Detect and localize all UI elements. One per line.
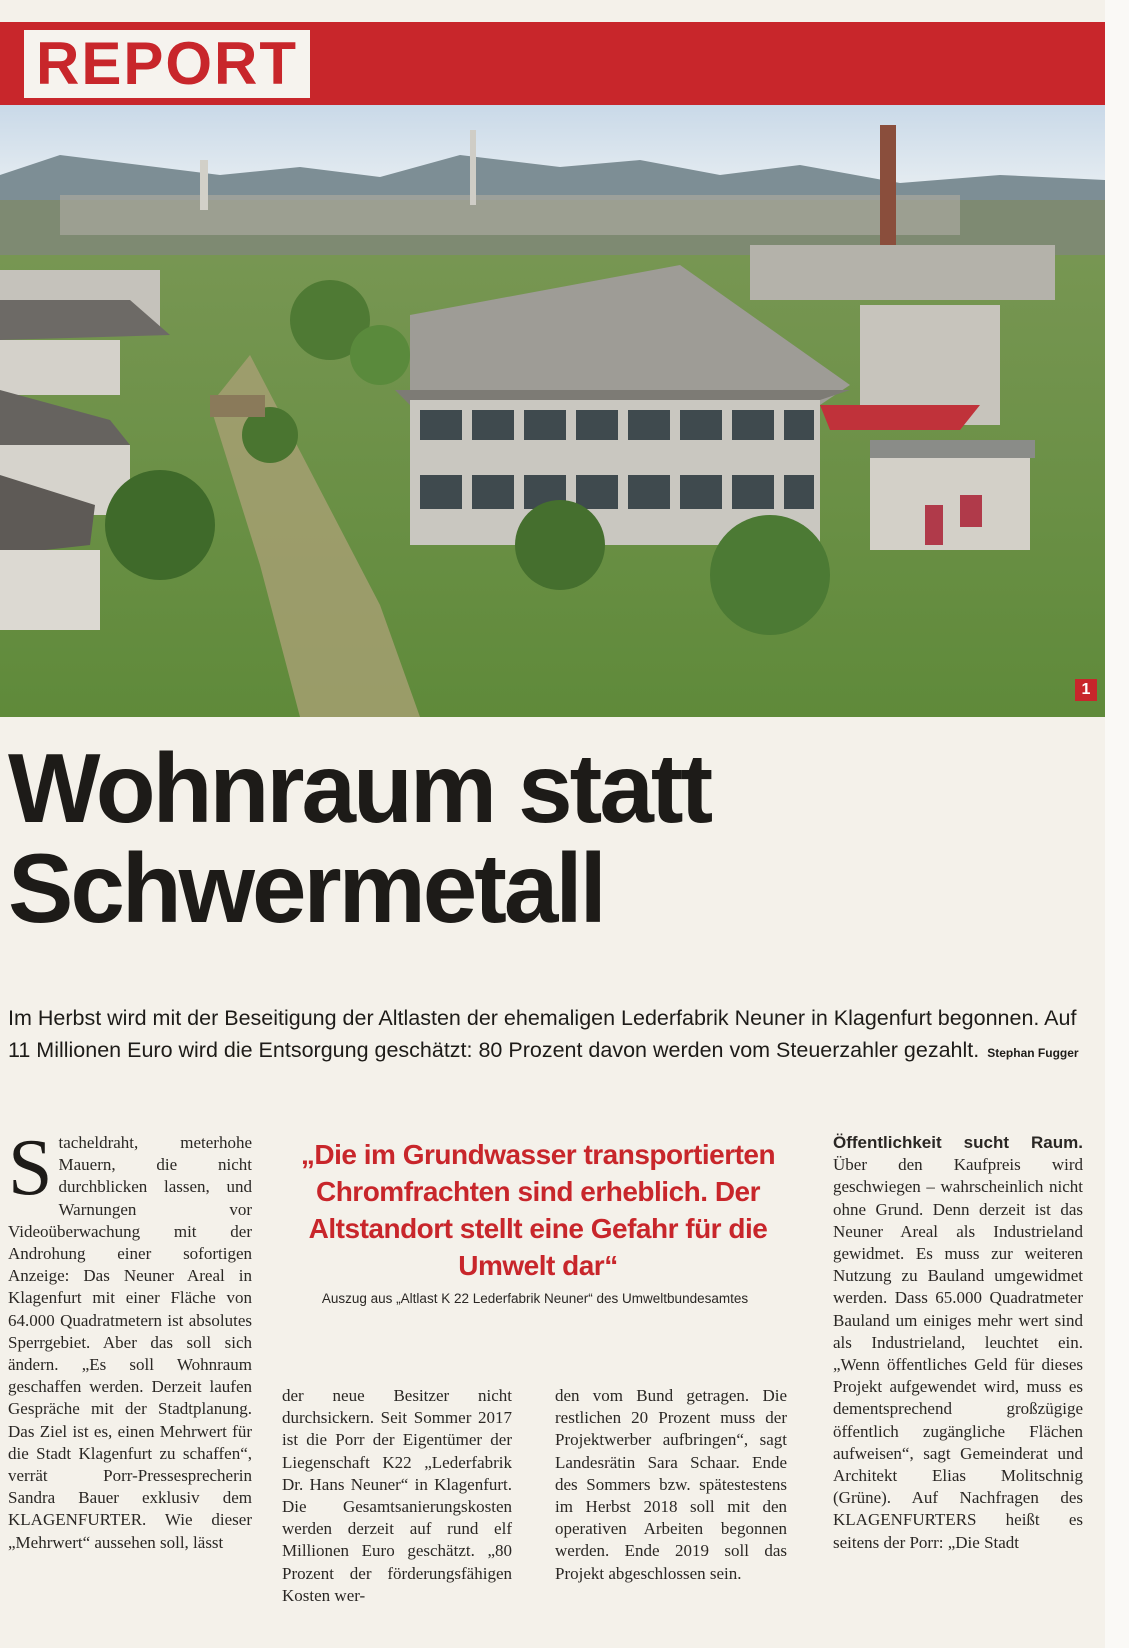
pull-quote: „Die im Grundwasser transportierten Chromfrachten sind erheblich. Der Altstandort stellt eine Gefahr für die Umwelt dar“ xyxy=(300,1139,776,1281)
article-lead xyxy=(8,1002,1098,1069)
factory-aerial-photo xyxy=(0,105,1105,717)
column-subhead: Öffentlichkeit sucht Raum. xyxy=(833,1133,1083,1152)
drop-cap: S xyxy=(8,1124,53,1212)
headline-line-2: Schwermetall xyxy=(8,833,604,943)
lead-text: Im Herbst wird mit der Beseitigung der Altlasten der ehemaligen Lederfabrik Neuner in Klagenfurt begonnen. Auf 11 Millionen Euro wird die Entsorgung geschätzt: 80 Prozent davon werden vom Steuerzahler gezahlt. xyxy=(8,1006,1077,1062)
author-byline: Stephan Fugger xyxy=(987,1046,1079,1060)
report-banner xyxy=(0,22,1105,105)
pull-quote-source: Auszug aus „Altlast K 22 Lederfabrik Neuner“ des Umweltbundesamtes xyxy=(321,1291,749,1306)
column-4-text: Über den Kaufpreis wird geschwiegen – wahrscheinlich nicht ohne Grund. Denn derzeit ist das Neuner Areal als Industrieland gewidmet. Es muss zur weiteren Nutzung zu Bauland umgewidmet werden. Dass 65.000 Quadratmeter Bauland um einiges mehr wert sind als Industrieland, leuchtet ein. „Wenn öffentliches Geld für dieses Projekt aufgewendet wird, muss es dementsprechend großzügige öffentlich zugängliche Flächen aufweisen“, sagt Gemeinderat und Architekt Elias Molitschnig (Grüne). Auf Nachfragen des KLAGENFURTERS heißt es seitens der Porr: „Die Stadt xyxy=(833,1155,1083,1552)
article-headline xyxy=(8,733,1098,943)
photo-illustration xyxy=(0,105,1105,717)
page-edge xyxy=(1105,0,1129,1648)
article-column-2 xyxy=(282,1385,512,1607)
headline-line-1: Wohnraum statt xyxy=(8,733,711,843)
photo-number-badge: 1 xyxy=(1075,679,1097,701)
column-2-text: der neue Besitzer nicht durchsickern. Seit Sommer 2017 ist die Porr der Eigentümer der Liegenschaft K22 „Lederfabrik Dr. Hans Neuner“ in Klagenfurt. Die Gesamtsanierungskosten werden derzeit auf rund elf Millionen Euro geschätzt. „80 Prozent der förderungsfähigen Kosten wer- xyxy=(282,1386,512,1605)
section-label: REPORT xyxy=(24,30,310,98)
article-column-1 xyxy=(8,1124,252,1554)
article-column-3 xyxy=(555,1385,787,1585)
column-3-text: den vom Bund getragen. Die restlichen 20 Prozent muss der Projektwerber aufbringen“, sagt Landesrätin Sara Schaar. Ende des Sommers bzw. spätestestens im Herbst 2018 soll mit den operativen Arbeiten begonnen werden. Ende 2019 soll das Projekt abgeschlossen sein. xyxy=(555,1386,787,1583)
article-column-4 xyxy=(833,1132,1083,1554)
column-1-text: tacheldraht, meterhohe Mauern, die nicht durchblicken lassen, und Warnungen vor Videoüberwachung mit der Androhung einer sofortigen Anzeige: Das Neuner Areal in Klagenfurt mit einer Fläche von 64.000 Quadratmetern ist absolutes Sperrgebiet. Aber das soll sich ändern. „Es soll Wohnraum geschaffen werden. Derzeit laufen Gespräche mit der Stadtplanung. Das Ziel ist es, einen Mehrwert für die Stadt Klagenfurt zu schaffen“, verrät Porr-Pressesprecherin Sandra Bauer exklusiv dem KLAGENFURTER. Wie dieser „Mehrwert“ aussehen soll, lässt xyxy=(8,1133,252,1552)
